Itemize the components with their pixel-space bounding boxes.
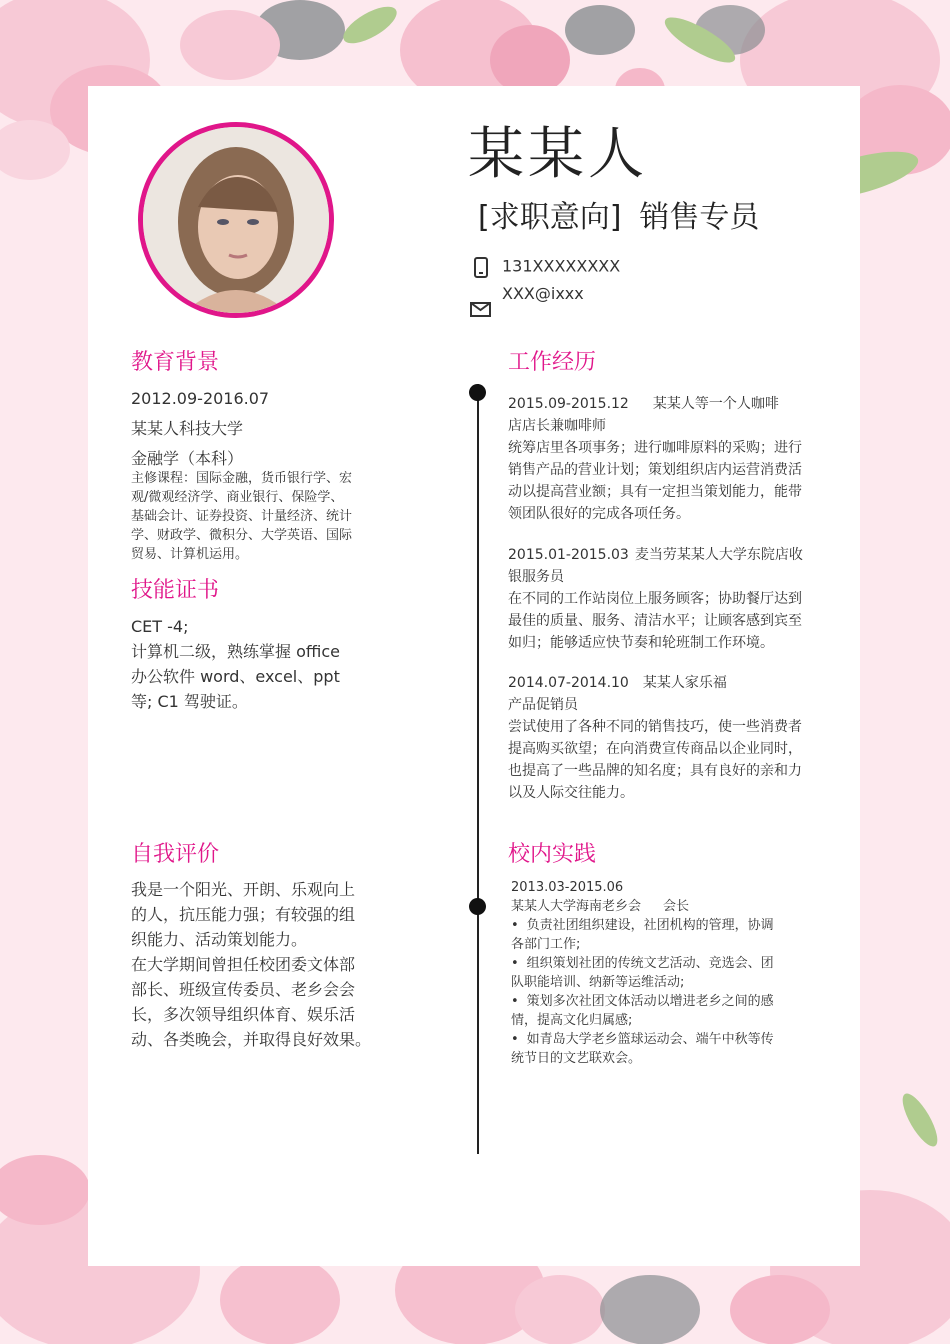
envelope-icon bbox=[470, 298, 492, 320]
job-company: 麦当劳某某人大学东院店收 bbox=[634, 547, 803, 563]
email-row bbox=[470, 284, 584, 320]
skills-section: CET -4; 计算机二级，熟练掌握 office 办公软件 word、excel、ppt 等; C1 驾驶证。 bbox=[131, 617, 340, 711]
job-intent-label: [求职意向] bbox=[478, 200, 622, 235]
education-section bbox=[131, 386, 391, 471]
bullet: • bbox=[511, 918, 519, 933]
job-intent bbox=[478, 198, 759, 238]
profile-photo bbox=[138, 122, 334, 318]
list-item: • 负责社团组织建设，社团机构的管理，协调 各部门工作; bbox=[511, 918, 774, 952]
campus-list bbox=[511, 916, 811, 1068]
job-entry: 2015.09-2015.12 某某人等一个人咖啡 店店长兼咖啡师 统筹店里各项事务；进行咖啡原料的采购；进行 销售产品的营业计划；策划组织店内运营消费活 动以提高营业额；具有一定担当策划能力，能带 领团队很好的完成各项任务。 bbox=[508, 393, 814, 525]
job-company: 某某人家乐福 bbox=[642, 675, 727, 691]
timeline-dot-work bbox=[469, 384, 486, 401]
timeline-line bbox=[477, 384, 479, 1154]
job-intent-value: 销售专员 bbox=[639, 200, 760, 235]
portrait-image bbox=[143, 127, 329, 313]
job-period: 2015.01-2015.03 bbox=[508, 547, 629, 563]
bullet: • bbox=[511, 956, 519, 971]
bullet: • bbox=[511, 1032, 519, 1047]
list-item: • 组织策划社团的传统文艺活动、竞选会、团 队职能培训、纳新等运维活动; bbox=[511, 956, 774, 990]
list-item: • 如青岛大学老乡篮球运动会、端午中秋等传 统节日的文艺联欢会。 bbox=[511, 1032, 774, 1066]
job-period: 2015.09-2015.12 bbox=[508, 396, 629, 412]
self-eval-section: 我是一个阳光、开朗、乐观向上 的人，抗压能力强；有较强的组 织能力、活动策划能力。 在大学期间曾担任校团委文体部 部长、班级宣传委员、老乡会会 长，多次领导组织体育、娱乐活 动、各类晚会，并取得良好效果。 bbox=[131, 880, 372, 1049]
self-eval-title: 自我评价 bbox=[131, 842, 220, 867]
timeline-dot-campus bbox=[469, 898, 486, 915]
campus-role: 会长 bbox=[663, 899, 690, 914]
email-address: XXX@ixxx bbox=[502, 284, 584, 303]
skills-title: 技能证书 bbox=[131, 578, 220, 603]
campus-section bbox=[511, 878, 811, 1068]
job-role: 店店长兼咖啡师 bbox=[508, 418, 606, 434]
job-entry: 2014.07-2014.10 某某人家乐福 产品促销员 尝试使用了各种不同的销售技巧，使一些消费者 提高购买欲望；在向消费宣传商品以企业同时， 也提高了一些品牌的知名度；具有良好的亲和力 以及人际交往能力。 bbox=[508, 672, 814, 804]
phone-icon bbox=[470, 256, 492, 278]
job-company: 某某人等一个人咖啡 bbox=[652, 396, 779, 412]
education-period: 2012.09-2016.07 bbox=[131, 389, 270, 408]
job-role: 产品促销员 bbox=[508, 697, 578, 713]
job-role: 银服务员 bbox=[508, 569, 564, 585]
education-courses: 主修课程：国际金融，货币银行学、宏 观/微观经济学、商业银行、保险学、 基础会计、证券投资、计量经济、统计 学、财政学、微积分、大学英语、国际 贸易、计算机运用。 bbox=[131, 471, 353, 562]
job-period: 2014.07-2014.10 bbox=[508, 675, 629, 691]
education-major: 金融学（本科） bbox=[131, 449, 244, 468]
education-school: 某某人科技大学 bbox=[131, 419, 244, 438]
campus-title: 校内实践 bbox=[508, 842, 597, 867]
campus-org: 某某人大学海南老乡会 bbox=[511, 899, 642, 914]
job-entry: 2015.01-2015.03 麦当劳某某人大学东院店收 银服务员 在不同的工作站岗位上服务顾客；协助餐厅达到 最佳的质量、服务、清洁水平；让顾客感到宾至 如归；能够适应快节奏和轮班制工作环境。 bbox=[508, 544, 814, 654]
phone-row bbox=[470, 256, 620, 278]
phone-number: 131XXXXXXXX bbox=[502, 256, 621, 276]
list-item: • 策划多次社团文体活动以增进老乡之间的感 情，提高文化归属感; bbox=[511, 994, 774, 1028]
campus-period: 2013.03-2015.06 bbox=[511, 880, 624, 895]
candidate-name: 某某人 bbox=[468, 122, 648, 187]
education-title: 教育背景 bbox=[131, 350, 220, 375]
bullet: • bbox=[511, 994, 519, 1009]
work-title: 工作经历 bbox=[508, 350, 597, 375]
